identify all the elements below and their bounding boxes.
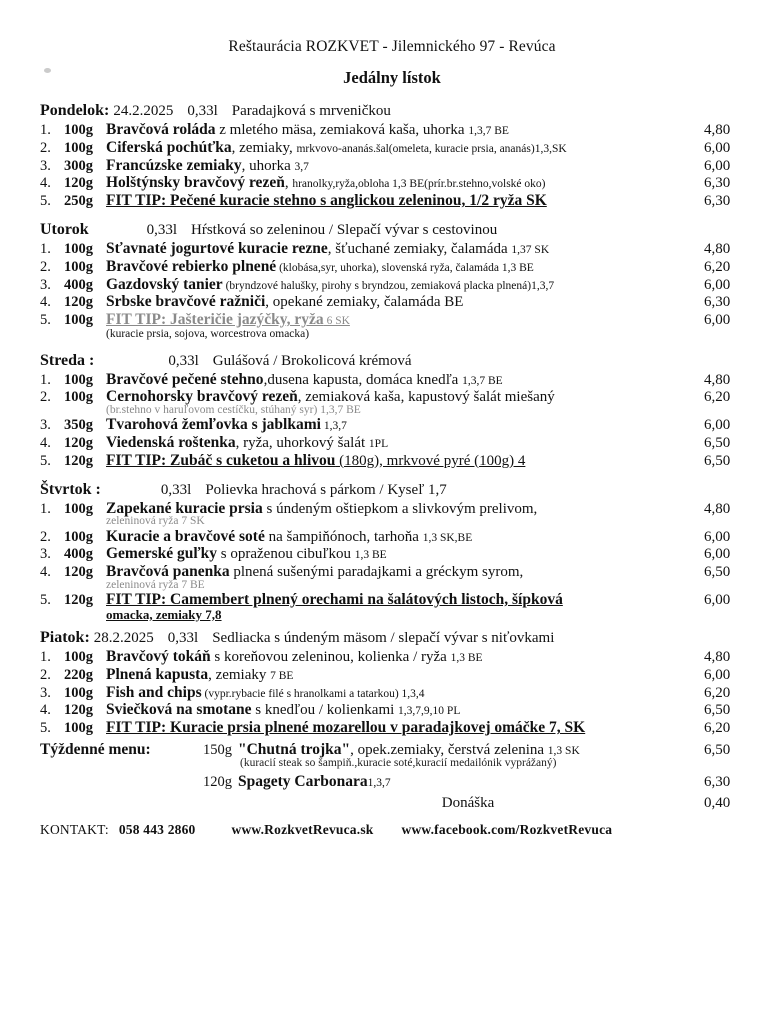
item-price: 6,00 — [704, 666, 731, 683]
item-subnote: (br.stehno v haruľovom cestíčku, stúhaný syr) 1,3,7 BE — [106, 404, 361, 417]
menu-row — [40, 434, 744, 452]
item-description: FIT TIP: Kuracie prsia plnené mozarellou v paradajkovej omáčke 7, SK — [106, 719, 586, 737]
item-subnote: zeleninová ryža 7 BE — [106, 578, 205, 591]
item-price: 6,00 — [704, 417, 731, 434]
soup-name: Hŕstková so zeleninou / Slepačí vývar s cestovinou — [191, 221, 498, 238]
item-weight: 250g — [64, 193, 93, 210]
item-weight: 100g — [64, 720, 93, 737]
item-subnote: omacka, zemiaky 7,8 — [106, 606, 222, 622]
item-description: Ciferská pochúťka, zemiaky, mrkvovo-ananás.šal(omeleta, kuracie prsia, ananás)1,3,SK — [106, 138, 567, 156]
item-description: FIT TIP: Jašteričie jazýčky, ryža 6 SK — [106, 311, 350, 329]
menu-row — [40, 666, 744, 684]
menu-row — [40, 174, 744, 192]
item-number: 3. — [40, 684, 51, 701]
item-price: 6,20 — [704, 684, 731, 701]
item-description: Gemerské guľky s opraženou cibuľkou 1,3 BE — [106, 545, 387, 563]
item-price: 6,00 — [704, 528, 731, 545]
contact-facebook[interactable]: www.facebook.com/RozkvetRevuca — [401, 821, 613, 837]
menu-row-fit — [40, 311, 744, 329]
item-number: 2. — [40, 666, 51, 683]
item-price: 6,00 — [704, 312, 731, 329]
item-number: 5. — [40, 452, 51, 469]
item-price: 6,50 — [704, 435, 731, 452]
restaurant-title: Reštaurácia ROZKVET - Jilemnického 97 - Revúca — [228, 38, 556, 55]
item-description: Bravčové rebierko plnené (klobása,syr, uhorka), slovenská ryža, čalamáda 1,3 BE — [106, 257, 534, 275]
menu-row — [40, 648, 744, 666]
item-weight: 100g — [64, 500, 93, 517]
item-subnote: (kuracie prsia, sojova, worcestrova omacka) — [106, 327, 310, 340]
soup-portion: 0,33l — [168, 352, 199, 369]
item-weight: 100g — [64, 258, 93, 275]
item-description: Bravčový tokáň s koreňovou zeleninou, kolienka / ryža 1,3 BE — [106, 648, 483, 666]
item-price: 6,50 — [704, 564, 731, 581]
item-price: 6,00 — [704, 276, 731, 293]
item-description: Kuracie a bravčové soté na šampiňónoch, tarhoňa 1,3 SK,BE — [106, 527, 473, 545]
soup-portion: 0,33l — [187, 103, 218, 119]
item-weight: 120g — [64, 591, 93, 608]
menu-row — [40, 139, 744, 157]
item-description: Srbske bravčové ražniči, opekané zemiaky, čalamáda BE — [106, 293, 464, 311]
item-weight: 100g — [64, 139, 93, 156]
day-group-monday — [40, 102, 744, 210]
day-date: 28.2.2025 — [93, 630, 154, 647]
item-number: 5. — [40, 591, 51, 608]
day-group-tuesday — [40, 221, 744, 341]
item-number: 4. — [40, 175, 51, 192]
menu-row — [40, 276, 744, 294]
item-weight: 120g — [64, 294, 93, 311]
delivery-price: 0,40 — [704, 794, 731, 811]
item-price: 4,80 — [704, 500, 731, 517]
item-number: 1. — [40, 371, 51, 388]
weekly-row — [40, 741, 744, 759]
day-date: 24.2.2025 — [113, 103, 174, 119]
item-weight: 220g — [64, 666, 93, 683]
item-weight: 120g — [203, 773, 232, 790]
item-price: 6,30 — [704, 294, 731, 311]
item-price: 6,30 — [704, 773, 731, 790]
item-number: 1. — [40, 500, 51, 517]
menu-row — [40, 388, 744, 406]
item-number: 4. — [40, 294, 51, 311]
item-weight: 100g — [64, 122, 93, 138]
item-description: Bravčové pečené stehno,dusena kapusta, domáca knedľa 1,3,7 BE — [106, 370, 503, 388]
day-header — [40, 102, 744, 120]
item-price: 6,50 — [704, 452, 731, 469]
day-group-friday — [40, 629, 744, 737]
item-price: 4,80 — [704, 122, 731, 138]
day-name: Streda : — [40, 351, 95, 369]
soup-portion: 0,33l — [146, 221, 178, 238]
soup-name: Gulášová / Brokolicová krémová — [212, 352, 412, 369]
item-description: Cernohorsky bravčový rezeň, zemiaková kaša, kapustový šalát miešaný — [106, 388, 555, 406]
item-price: 6,00 — [704, 139, 731, 156]
item-number: 5. — [40, 193, 51, 210]
item-number: 5. — [40, 720, 51, 737]
item-description: Zapekané kuracie prsia s úndeným oštiepkom a slivkovým prelivom, — [106, 499, 538, 517]
menu-row — [40, 500, 744, 518]
item-weight: 400g — [64, 276, 93, 293]
item-price: 6,00 — [704, 591, 731, 608]
item-price: 6,50 — [704, 742, 731, 759]
item-weight: 350g — [64, 417, 93, 434]
menu-row — [40, 371, 744, 389]
item-price: 6,30 — [704, 175, 731, 192]
soup-portion: 0,33l — [167, 630, 199, 647]
item-description: FIT TIP: Camembert plnený orechami na šalátových listoch, šípková — [106, 590, 563, 608]
weekly-row — [40, 773, 744, 791]
menu-row-fit — [40, 719, 744, 737]
item-price: 6,30 — [704, 193, 731, 210]
item-description: Spagety Carbonara1,3,7 — [238, 772, 391, 790]
menu-row — [40, 684, 744, 702]
item-weight: 120g — [64, 564, 93, 581]
item-number: 3. — [40, 417, 51, 434]
item-description: Bravčová roláda z mletého mäsa, zemiaková kaša, uhorka 1,3,7 BE — [106, 121, 509, 138]
item-price: 4,80 — [704, 649, 731, 666]
item-weight: 100g — [64, 371, 93, 388]
item-price: 6,20 — [704, 720, 731, 737]
item-weight: 400g — [64, 546, 93, 563]
contact-phone: 058 443 2860 — [118, 821, 196, 837]
menu-row — [40, 528, 744, 546]
day-header — [40, 221, 744, 239]
item-weight: 120g — [64, 452, 93, 469]
item-description: Viedenská roštenka, ryža, uhorkový šalát 1PL — [106, 434, 389, 452]
item-number: 4. — [40, 702, 51, 719]
item-number: 3. — [40, 276, 51, 293]
item-weight: 100g — [64, 240, 93, 257]
menu-row — [40, 157, 744, 175]
day-group-thursday — [40, 481, 744, 622]
item-description: Sviečková na smotane s knedľou / kolienkami 1,3,7,9,10 PL — [106, 701, 461, 719]
paper-speck — [44, 68, 51, 73]
item-description: Holštýnsky bravčový rezeň, hranolky,ryža,obloha 1,3 BE(prír.br.stehno,volské oko) — [106, 174, 546, 192]
item-price: 6,00 — [704, 157, 731, 174]
day-name: Piatok: — [40, 629, 90, 647]
item-description: FIT TIP: Zubáč s cuketou a hlivou (180g), mrkvové pyré (100g) 4 — [106, 451, 526, 469]
item-weight: 120g — [64, 435, 93, 452]
delivery-row — [40, 795, 744, 812]
item-price: 6,20 — [704, 258, 731, 275]
item-description: Plnená kapusta, zemiaky 7 BE — [106, 665, 294, 683]
menu-row — [40, 545, 744, 563]
item-price: 6,50 — [704, 702, 731, 719]
day-name: Štvrtok : — [40, 480, 101, 498]
item-weight: 100g — [64, 389, 93, 406]
item-price: 6,00 — [704, 546, 731, 563]
item-number: 2. — [40, 528, 51, 545]
soup-name: Polievka hrachová s párkom / Kyseľ 1,7 — [205, 481, 447, 498]
contact-bar — [40, 822, 744, 838]
item-price: 4,80 — [704, 240, 731, 257]
item-number: 3. — [40, 157, 51, 174]
item-description: Tvarohová žemľovka s jablkami 1,3,7 — [106, 416, 347, 434]
weekly-menu — [40, 741, 744, 811]
item-weight: 120g — [64, 175, 93, 192]
item-number: 4. — [40, 564, 51, 581]
item-number: 2. — [40, 258, 51, 275]
item-number: 1. — [40, 649, 51, 666]
soup-name: Sedliacka s úndeným mäsom / slepačí vývar s niťovkami — [212, 630, 555, 647]
menu-row-fit — [40, 591, 744, 609]
day-header — [40, 352, 744, 370]
item-weight: 100g — [64, 312, 93, 329]
menu-row — [40, 701, 744, 719]
menu-row — [40, 121, 744, 139]
item-number: 2. — [40, 139, 51, 156]
soup-name: Paradajková s mrveničkou — [231, 103, 391, 119]
item-number: 5. — [40, 312, 51, 329]
day-name: Pondelok: — [40, 102, 110, 119]
item-number: 1. — [40, 122, 51, 138]
item-number: 4. — [40, 435, 51, 452]
day-header — [40, 481, 744, 499]
item-subnote: (kuracií steak so šampiň.,kuracie soté,kuracií medailónik vyprážaný) — [240, 756, 557, 769]
item-price: 4,80 — [704, 371, 731, 388]
day-group-wednesday — [40, 352, 744, 470]
day-header — [40, 629, 744, 647]
item-weight: 120g — [64, 702, 93, 719]
day-name: Utorok — [40, 220, 89, 238]
delivery-label: Donáška — [441, 794, 495, 811]
item-description: "Chutná trojka", opek.zemiaky, čerstvá zelenina 1,3 SK — [238, 741, 580, 759]
item-description: Bravčová panenka plnená sušenými paradajkami a gréckym syrom, — [106, 563, 524, 581]
item-number: 1. — [40, 240, 51, 257]
item-weight: 150g — [203, 742, 232, 759]
item-description: Francúzske zemiaky, uhorka 3,7 — [106, 156, 309, 174]
item-number: 3. — [40, 546, 51, 563]
item-description: Fish and chips (vypr.rybacie filé s hranolkami a tatarkou) 1,3,4 — [106, 683, 425, 701]
item-description: FIT TIP: Pečené kuracie stehno s anglickou zeleninou, 1/2 ryža SK — [106, 192, 547, 210]
item-weight: 100g — [64, 684, 93, 701]
menu-row — [40, 240, 744, 258]
item-number: 2. — [40, 389, 51, 406]
soup-portion: 0,33l — [160, 481, 192, 498]
page-title: Jedálny lístok — [343, 68, 441, 87]
item-subnote: zeleninová ryža 7 SK — [106, 515, 205, 528]
item-weight: 100g — [64, 649, 93, 666]
item-description: Sťavnaté jogurtové kuracie rezne, šťuchané zemiaky, čalamáda 1,37 SK — [106, 239, 550, 257]
menu-row-fit — [40, 192, 744, 210]
item-description: Gazdovský tanier (bryndzové halušky, pirohy s bryndzou, zemiaková placka plnená)1,3,7 — [106, 275, 555, 293]
menu-row — [40, 416, 744, 434]
item-price: 6,20 — [704, 389, 731, 406]
contact-website[interactable]: www.RozkvetRevuca.sk — [231, 821, 374, 837]
contact-label: KONTAKT: — [40, 821, 109, 837]
menu-row-fit — [40, 452, 744, 470]
menu-row — [40, 563, 744, 581]
weekly-label: Týždenné menu: — [40, 741, 151, 759]
menu-row — [40, 293, 744, 311]
menu-row — [40, 258, 744, 276]
item-weight: 300g — [64, 157, 93, 174]
item-weight: 100g — [64, 528, 93, 545]
